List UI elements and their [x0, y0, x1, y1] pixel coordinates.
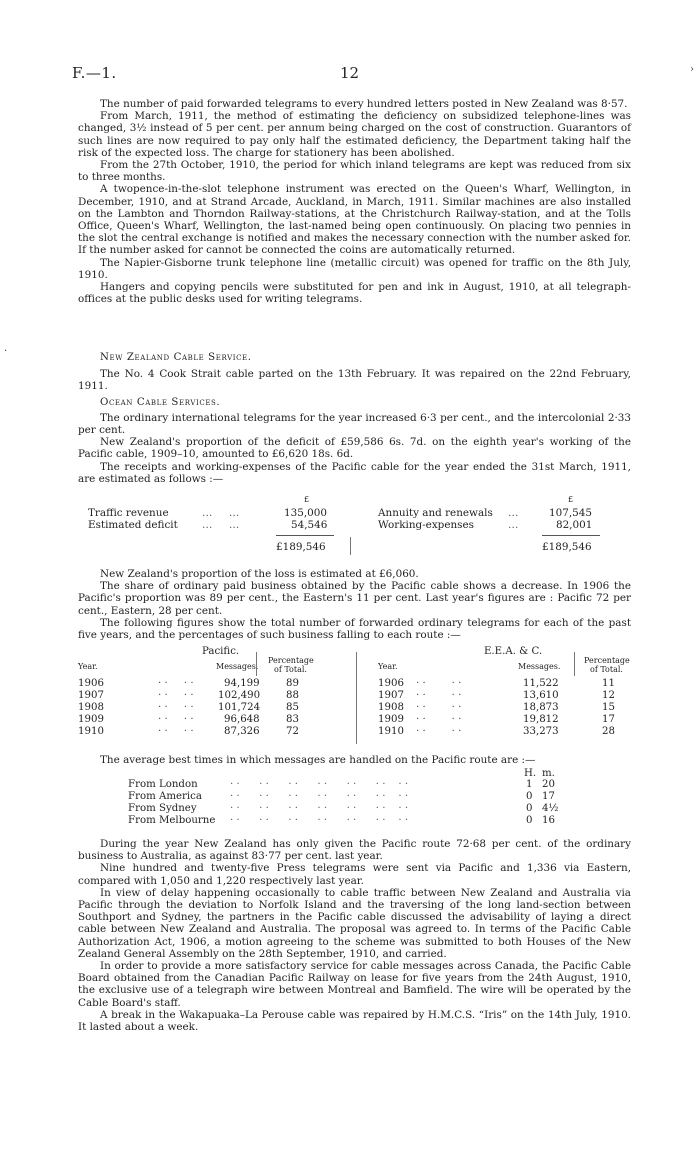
paragraph: In view of delay happening occasionally to cable traffic between New Zealand and Australia via Pacific through the deviation to Norfolk Island and the traversing of the long land-section between Southport and Sydney, the partners in the Pacific cable discussed the advisability of laying a direct cable between New Zealand and Australia. The proposal was agreed to. In terms of the Pacific Cable Authorization Act, 1906, a motion agreeing to the scheme was submitted to both Houses of the New Zealand General Assembly on the 28th September, 1910, and carried. [78, 886, 631, 960]
table-cell: 96,648 [224, 714, 260, 725]
table-cell: 94,199 [224, 678, 260, 689]
col-minutes: m. [542, 768, 555, 779]
col-messages: Messages. [216, 662, 259, 671]
column-divider [350, 537, 351, 555]
table-cell: 1907 [78, 690, 104, 701]
table-cell: 85 [286, 702, 299, 713]
table-cell: 1910 [378, 726, 404, 737]
paragraph: The share of ordinary paid business obtained by the Pacific cable shows a decrease. In 1906 the Pacific's proportion was 89 per cent., the Eastern's 11 per cent. Last year's figures are : Pacific 72 per cent., Eastern, 28 per cent. [78, 580, 631, 617]
table-cell: 28 [602, 726, 615, 737]
account-label: Working-expenses [378, 519, 474, 531]
page-header [72, 64, 632, 86]
table-cell: 1910 [78, 726, 104, 737]
leader-dots: · · · · [158, 714, 194, 725]
eastern-title: E.E.A. & C. [484, 646, 543, 657]
table-cell: 13,610 [523, 690, 559, 701]
account-label: Estimated deficit [88, 519, 178, 531]
leader-dots: … [508, 519, 519, 531]
table-cell: 11,522 [523, 678, 559, 689]
table-cell: 18,873 [523, 702, 559, 713]
leader-dots: · · · · [416, 726, 462, 737]
table-cell: 17 [602, 714, 615, 725]
table-cell: 11 [602, 678, 615, 689]
route-traffic-table [78, 646, 638, 746]
sum-rule [276, 535, 334, 536]
leader-dots: · · · · [158, 702, 194, 713]
time-minutes: 20 [542, 779, 555, 790]
paragraph: The number of paid forwarded telegrams to every hundred letters posted in New Zealand was 8·57. [100, 98, 628, 110]
account-label: Traffic revenue [88, 507, 169, 519]
times-intro [78, 754, 631, 766]
time-hours: 0 [526, 815, 533, 826]
table-cell: 102,490 [218, 690, 261, 701]
leader-dots: · · · · · · · · · · · · · · [230, 803, 409, 814]
leader-dots: · · · · [158, 690, 194, 701]
table-cell: 88 [286, 690, 299, 701]
currency-symbol: £ [568, 495, 574, 504]
origin-label: From Sydney [128, 803, 197, 814]
time-hours: 0 [526, 803, 533, 814]
leader-dots: · · · · [158, 726, 194, 737]
margin-mark: › [690, 64, 694, 75]
paragraph: The Napier-Gisborne trunk telephone line (metallic circuit) was opened for traffic on the 8th July, 1910. [78, 256, 631, 281]
paragraph: Hangers and copying pencils were substituted for pen and ink in August, 1910, at all telegraph-offices at the public desks used for writing telegrams. [78, 281, 631, 306]
table-cell: 33,273 [523, 726, 559, 737]
handling-times-table [124, 768, 559, 832]
section-heading: New Zealand Cable Service. [100, 352, 252, 363]
leader-dots: · · · · [416, 714, 462, 725]
time-hours: 0 [526, 791, 533, 802]
table-cell: 1909 [378, 714, 404, 725]
paragraph: The receipts and working-expenses of the Pacific cable for the year ended the 31st March, 1911, are estimated as follows :— [78, 460, 631, 485]
section-heading: Ocean Cable Services. [100, 396, 221, 408]
leader-dots: · · · · · · · · · · · · · · [230, 791, 409, 802]
leader-dots: · · · · [158, 678, 194, 689]
table-cell: 1907 [378, 690, 404, 701]
col-year: Year. [378, 662, 398, 671]
paragraph: Nine hundred and twenty-five Press telegrams were sent via Pacific and 1,336 via Eastern, compared with 1,050 and 1,220 respectively last year. [78, 862, 631, 887]
paragraph: New Zealand's proportion of the loss is estimated at £6,060. [100, 568, 419, 580]
origin-label: From America [128, 791, 202, 802]
table-cell: 72 [286, 726, 299, 737]
table-cell: 83 [286, 714, 299, 725]
time-minutes: 4½ [542, 803, 559, 814]
leader-dots: · · · · [416, 678, 462, 689]
leader-dots: … … [202, 507, 240, 519]
table-cell: 87,326 [224, 726, 260, 737]
leader-dots: … … [202, 519, 240, 531]
pacific-cable-accounts [78, 495, 631, 561]
account-value: 54,546 [291, 519, 328, 531]
account-label: Annuity and renewals [378, 507, 493, 519]
leader-dots: · · · · [416, 702, 462, 713]
time-minutes: 17 [542, 791, 555, 802]
account-value: 82,001 [556, 519, 593, 531]
column-divider [356, 652, 357, 744]
paragraph: In order to provide a more satisfactory service for cable messages across Canada, the Pacific Cable Board obtained from the Canadian Pacific Railway on lease for five years from the 24th August, 1910, the exclusive use of a telegraph wire between Montreal and Bamfield. The wire will be operated by the Cable Board's staff. [78, 960, 631, 1009]
paragraph: From March, 1911, the method of estimating the deficiency on subsidized telephone-lines was changed, 3½ instead of 5 per cent. per annum being charged on the cost of construction. Guarantors of such lines are now required to pay only half the estimated deficiency, the Department taking half the risk of the expected loss. The charge for stationery has been abolished. [78, 110, 631, 159]
opening-paragraphs [78, 98, 631, 305]
paragraph: The average best times in which messages are handled on the Pacific route are :— [100, 754, 536, 766]
origin-label: From Melbourne [128, 815, 216, 826]
account-total: £189,546 [276, 541, 326, 553]
account-value: 107,545 [549, 507, 592, 519]
paragraph: A break in the Wakapuaka–La Perouse cable was repaired by H.M.C.S. “Iris” on the 14th July, 1910. It lasted about a week. [78, 1008, 631, 1034]
report-reference: F.—1. [72, 64, 117, 82]
origin-label: From London [128, 779, 198, 790]
col-percentage: of Total. [590, 665, 623, 674]
table-cell: 1906 [78, 678, 104, 689]
route-share-paragraphs [78, 568, 631, 641]
table-cell: 1908 [78, 702, 104, 713]
table-cell: 101,724 [218, 702, 261, 713]
table-cell: 15 [602, 702, 615, 713]
col-year: Year. [78, 662, 98, 671]
col-percentage: of Total. [274, 665, 307, 674]
account-total: £189,546 [542, 541, 592, 553]
time-minutes: 16 [542, 815, 555, 826]
column-divider [256, 652, 257, 676]
table-cell: 12 [602, 690, 615, 701]
table-cell: 1906 [378, 678, 404, 689]
leader-dots: · · · · · · · · · · · · · · [230, 815, 409, 826]
cable-service-section [78, 352, 631, 485]
margin-dot: · [4, 346, 8, 357]
col-percentage: Percentage [584, 656, 630, 665]
col-hours: H. [524, 768, 537, 779]
paragraph: During the year New Zealand has only given the Pacific route 72·68 per cent. of the ordinary business to Australia, as against 83·77 per cent. last year. [78, 838, 631, 863]
col-percentage: Percentage [268, 656, 314, 665]
table-cell: 1908 [378, 702, 404, 713]
sum-rule [542, 535, 600, 536]
time-hours: 1 [526, 779, 533, 790]
paragraph: The No. 4 Cook Strait cable parted on the 13th February. It was repaired on the 22nd February, 1911. [78, 368, 631, 393]
paragraph: A twopence-in-the-slot telephone instrument was erected on the Queen's Wharf, Wellington, in December, 1910, and at Strand Arcade, Auckland, in March, 1911. Similar machines are also installed on the Lambton and Thorndon Railway-stations, at the Christchurch Railway-station, and at the Tolls Office, Queen's Wharf, Wellington, the last-named being open continuously. On placing two pennies in the slot the central exchange is notified and makes the necessary connection with the number asked for. If the number asked for cannot be connected the coins are automatically returned. [78, 183, 631, 257]
paragraph: New Zealand's proportion of the deficit of £59,586 6s. 7d. on the eighth year's working of the Pacific cable, 1909–10, amounted to £6,620 18s. 6d. [78, 436, 631, 461]
table-cell: 1909 [78, 714, 104, 725]
leader-dots: · · · · · · · · · · · · · · [230, 779, 409, 790]
paragraph: The ordinary international telegrams for the year increased 6·3 per cent., and the intercolonial 2·33 per cent. [78, 411, 631, 437]
leader-dots: · · · · [416, 690, 462, 701]
column-divider [574, 652, 575, 676]
table-cell: 19,812 [523, 714, 559, 725]
pacific-title: Pacific. [202, 646, 240, 657]
table-cell: 89 [286, 678, 299, 689]
paragraph: From the 27th October, 1910, the period for which inland telegrams are kept was reduced from six to three months. [78, 159, 631, 184]
account-value: 135,000 [284, 507, 327, 519]
col-messages: Messages. [518, 662, 561, 671]
page-number: 12 [340, 64, 360, 82]
currency-symbol: £ [304, 495, 310, 504]
paragraph: The following figures show the total number of forwarded ordinary telegrams for each of the past five years, and the percentages of such business falling to each route :— [78, 616, 631, 642]
closing-paragraphs [78, 838, 631, 1033]
leader-dots: … [508, 507, 519, 519]
